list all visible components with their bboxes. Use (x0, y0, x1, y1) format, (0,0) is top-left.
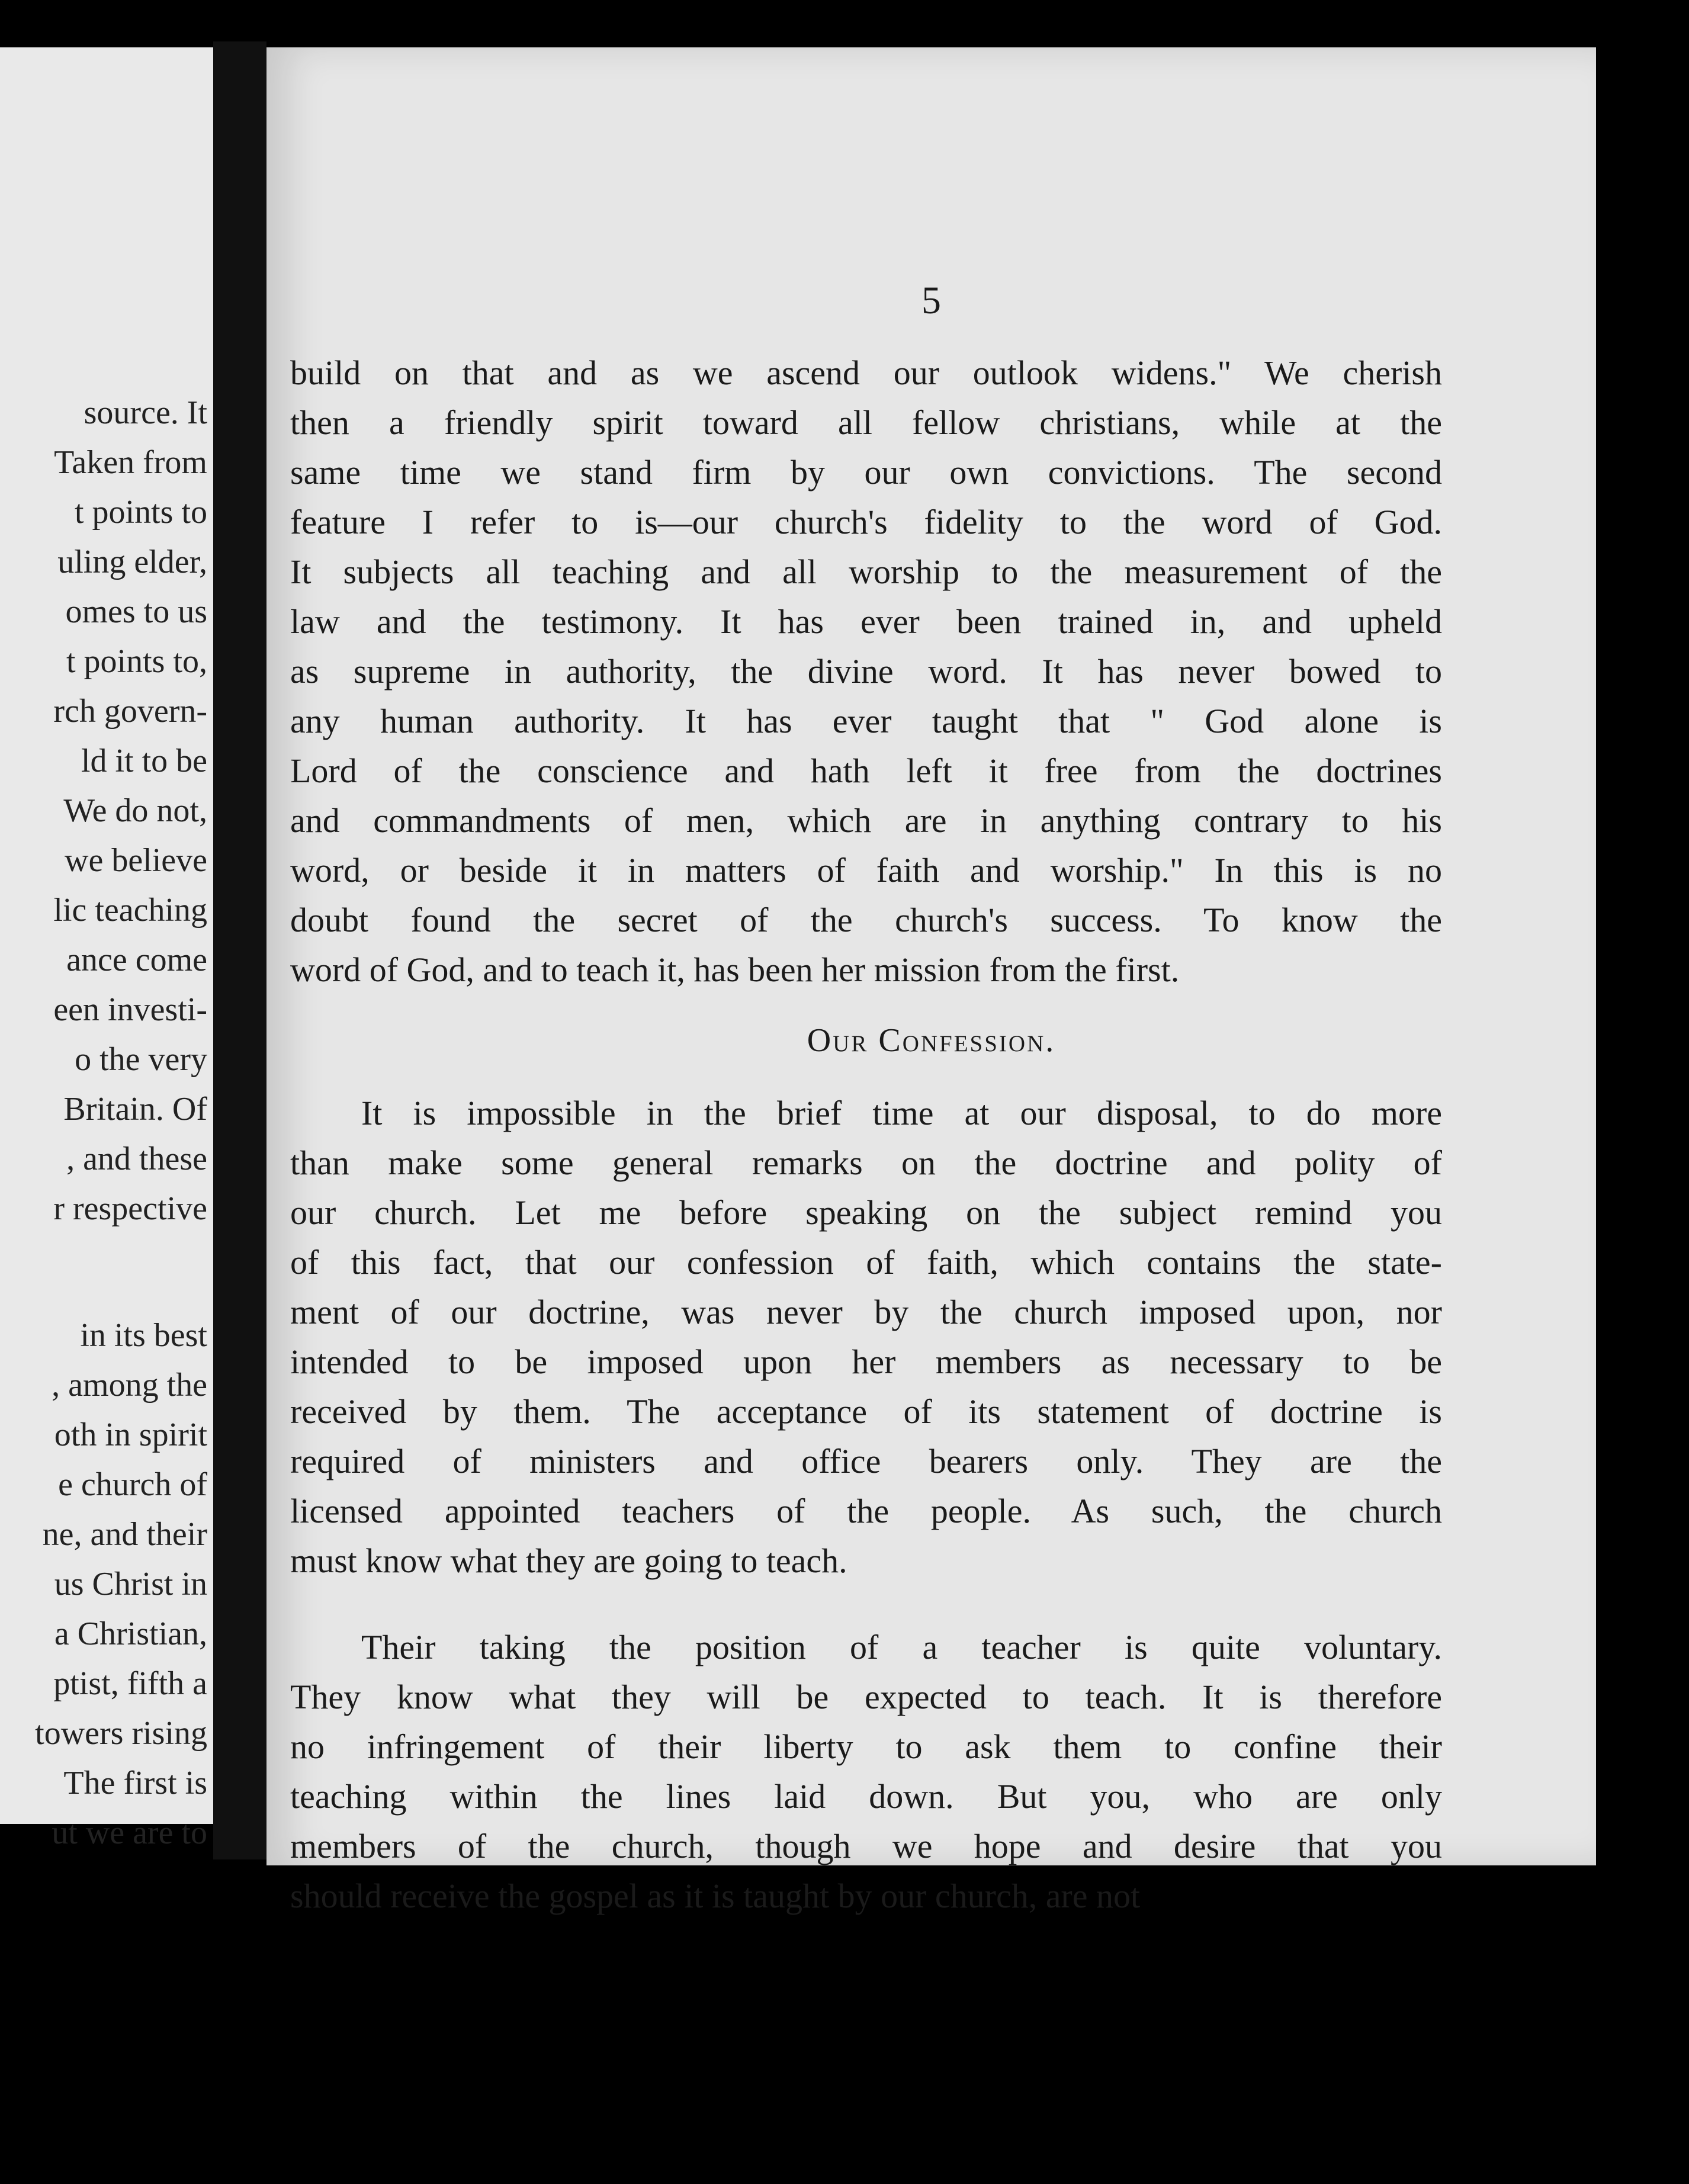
text-line: feature I refer to is—our church's fidelity to the word of God. (290, 503, 1442, 541)
fragment-line: a Christian, (54, 1615, 207, 1652)
fragment-line: ptist, fifth a (53, 1665, 207, 1702)
page-number: 5 (921, 279, 941, 322)
text-line: as supreme in authority, the divine word. It has never bowed to (290, 652, 1442, 690)
fragment-line: We do not, (63, 792, 207, 829)
fragment-line: een investi- (53, 991, 207, 1028)
book-page (266, 47, 1596, 1915)
text-line: word, or beside it in matters of faith and worship." In this is no (290, 851, 1442, 889)
fragment-line: lic teaching (53, 892, 207, 929)
text-line: received by them. The acceptance of its statement of doctrine is (290, 1392, 1442, 1431)
fragment-line: uling elder, (57, 544, 207, 580)
fragment-line: o the very (75, 1041, 207, 1078)
book-binding-gutter (213, 41, 266, 1859)
fragment-line: e church of (58, 1466, 207, 1503)
fragment-line: ance come (66, 942, 207, 978)
fragment-line: oth in spirit (54, 1417, 207, 1453)
fragment-line: omes to us (65, 593, 207, 630)
fragment-line: Taken from (54, 444, 207, 481)
text-line: of this fact, that our confession of faith, which contains the state- (290, 1243, 1442, 1282)
fragment-line: r respective (53, 1190, 207, 1227)
text-line: and commandments of men, which are in anything contrary to his (290, 801, 1442, 840)
fragment-line: ne, and their (42, 1516, 207, 1553)
text-line: than make some general remarks on the doctrine and polity of (290, 1144, 1442, 1182)
text-line: build on that and as we ascend our outlook widens." We cherish (290, 354, 1442, 392)
text-line: no infringement of their liberty to ask them to confine their (290, 1727, 1442, 1766)
text-line: teaching within the lines laid down. But you, who are only (290, 1777, 1442, 1816)
fragment-line: towers rising (35, 1715, 207, 1752)
text-line: members of the church, though we hope and desire that you (290, 1827, 1442, 1865)
fragment-line: The first is (63, 1765, 207, 1801)
text-line: intended to be imposed upon her members as necessary to be (290, 1342, 1442, 1381)
text-line: It subjects all teaching and all worship to the measurement of the (290, 553, 1442, 591)
section-heading: Our Confession. (807, 1022, 1056, 1059)
fragment-line: in its best (80, 1317, 207, 1354)
text-line: must know what they are going to teach. (290, 1541, 847, 1580)
text-line: law and the testimony. It has ever been trained in, and upheld (290, 602, 1442, 641)
fragment-line: source. It (84, 394, 207, 431)
text-line: word of God, and to teach it, has been her mission from the first. (290, 950, 1180, 989)
text-line: licensed appointed teachers of the people. As such, the church (290, 1492, 1442, 1530)
fragment-line: we believe (65, 842, 207, 879)
fragment-line: us Christ in (54, 1566, 207, 1602)
text-line: Their taking the position of a teacher is quite voluntary. (361, 1628, 1442, 1666)
fragment-line: rch govern- (53, 693, 207, 730)
previous-page-fragment (0, 47, 213, 1851)
text-line: It is impossible in the brief time at our disposal, to do more (361, 1094, 1442, 1132)
text-line: same time we stand firm by our own convictions. The second (290, 453, 1442, 492)
fragment-line: t points to (74, 494, 207, 531)
text-line: our church. Let me before speaking on the subject remind you (290, 1193, 1442, 1232)
text-line: ment of our doctrine, was never by the church imposed upon, nor (290, 1293, 1442, 1331)
text-line: Lord of the conscience and hath left it free from the doctrines (290, 751, 1442, 790)
text-line: should receive the gospel as it is taught by our church, are not (290, 1877, 1141, 1915)
text-line: They know what they will be expected to teach. It is therefore (290, 1678, 1442, 1716)
fragment-line: , among the (52, 1367, 207, 1403)
fragment-line: ld it to be (81, 743, 207, 779)
fragment-line: ut we are to (52, 1814, 207, 1851)
text-line: required of ministers and office bearers only. They are the (290, 1442, 1442, 1480)
fragment-line: t points to, (66, 643, 207, 680)
fragment-line: Britain. Of (63, 1091, 207, 1128)
text-line: any human authority. It has ever taught that " God alone is (290, 702, 1442, 740)
fragment-line: , and these (66, 1141, 207, 1177)
text-line: doubt found the secret of the church's success. To know the (290, 901, 1442, 939)
text-line: then a friendly spirit toward all fellow christians, while at the (290, 403, 1442, 442)
